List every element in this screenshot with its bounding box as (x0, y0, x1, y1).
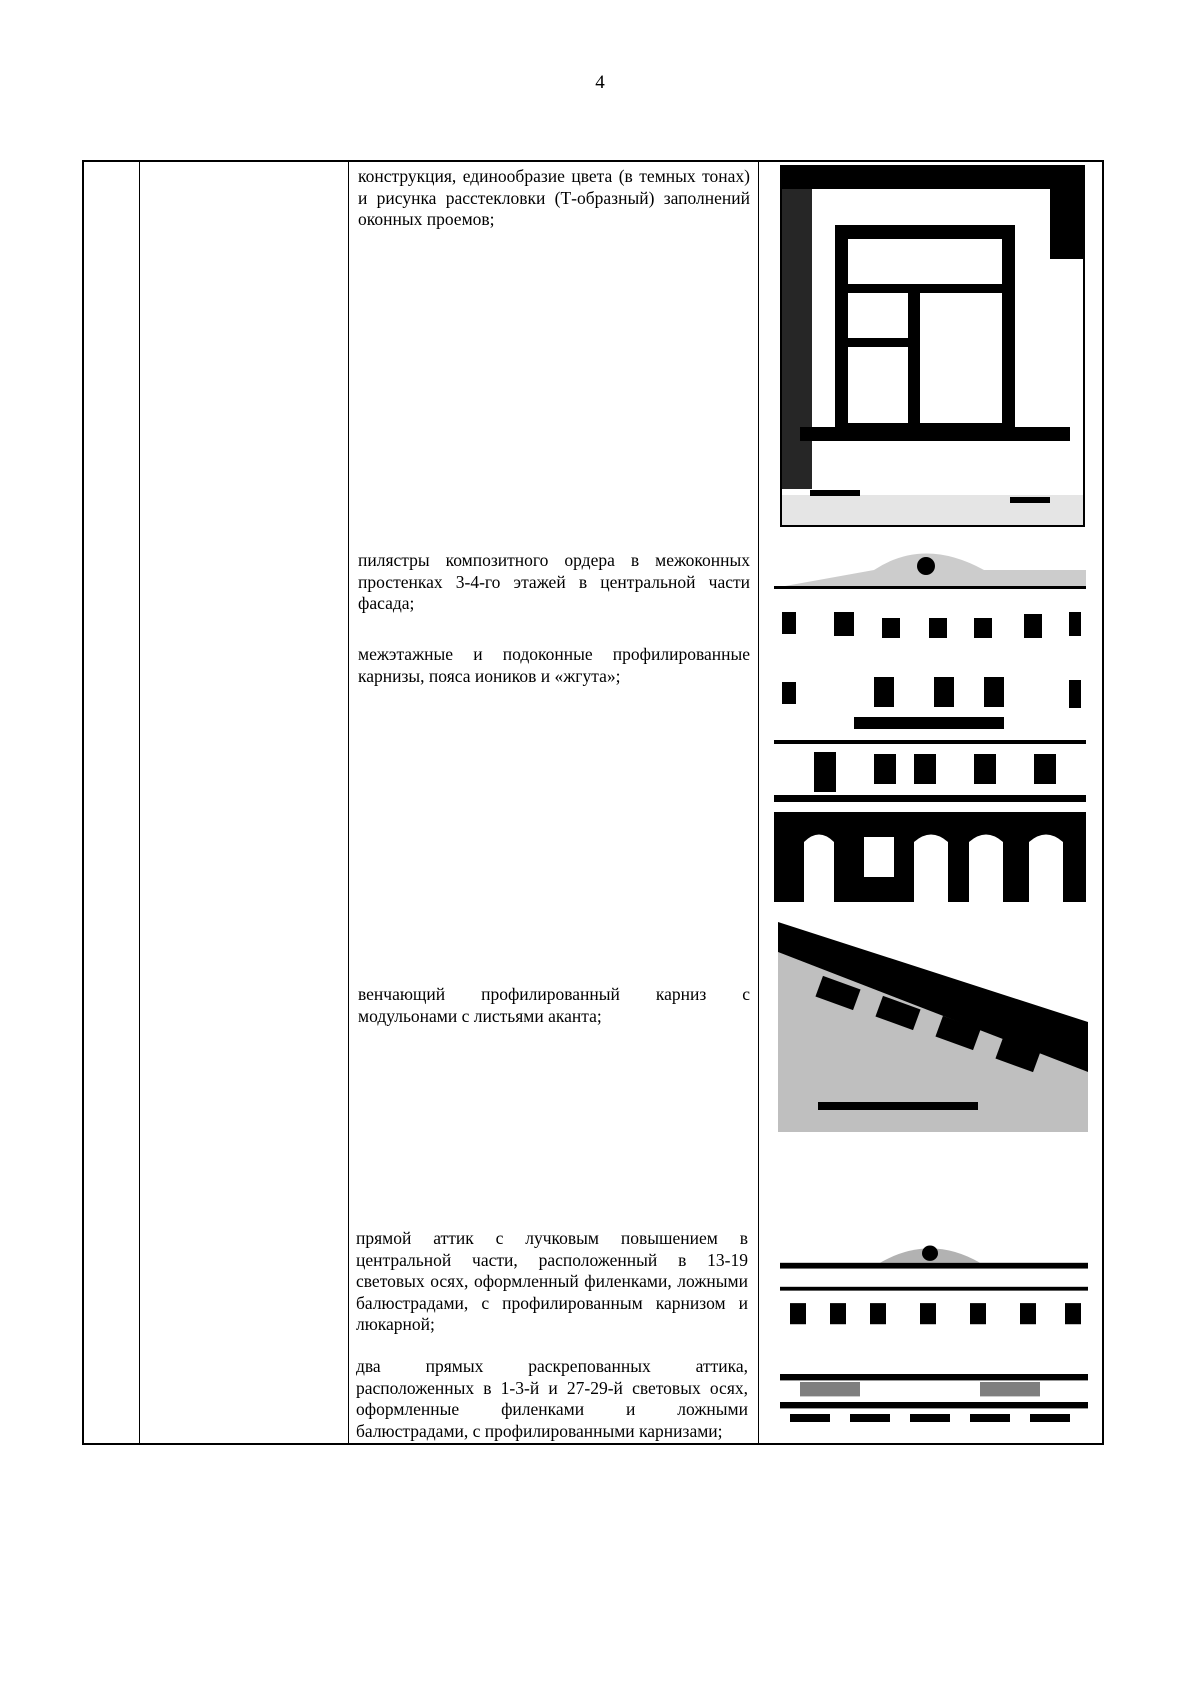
feature-pilasters: пилястры композитного ордера в межоконных простенках 3-4-го этажей в центральной части фасада; (358, 550, 750, 613)
cornice-photo-icon (778, 922, 1088, 1132)
central-attic-photo-icon (780, 1234, 1088, 1330)
side-attic-photo-icon (780, 1358, 1088, 1438)
column-divider-1 (139, 162, 140, 1443)
column-divider-2 (348, 162, 349, 1443)
column-divider-3 (758, 162, 759, 1443)
page-number: 4 (595, 72, 605, 93)
window-photo-icon (780, 165, 1085, 527)
feature-crowning-cornice: венчающий профилированный карниз с модульонами с листьями аканта; (358, 984, 750, 1026)
facade-photo-icon (774, 542, 1086, 902)
feature-central-attic: прямой аттик с лучковым повышением в центральной части, расположенный в 13-19 световых осях, оформленный филенками, ложными балюстрадами, с профилированным карнизом и люкарной; (356, 1228, 748, 1334)
feature-side-attics: два прямых раскрепованных аттика, расположенных в 1-3-й и 27-29-й световых осях, оформленные филенками и ложными балюстрадами, с профилированными карнизами; (356, 1356, 748, 1441)
feature-interfloor-cornices: межэтажные и подоконные профилированные карнизы, пояса иоников и «жгута»; (358, 644, 750, 686)
feature-window-fillings: конструкция, единообразие цвета (в темных тонах) и рисунка расстекловки (Т-образный) заполнений оконных проемов; (358, 166, 750, 229)
